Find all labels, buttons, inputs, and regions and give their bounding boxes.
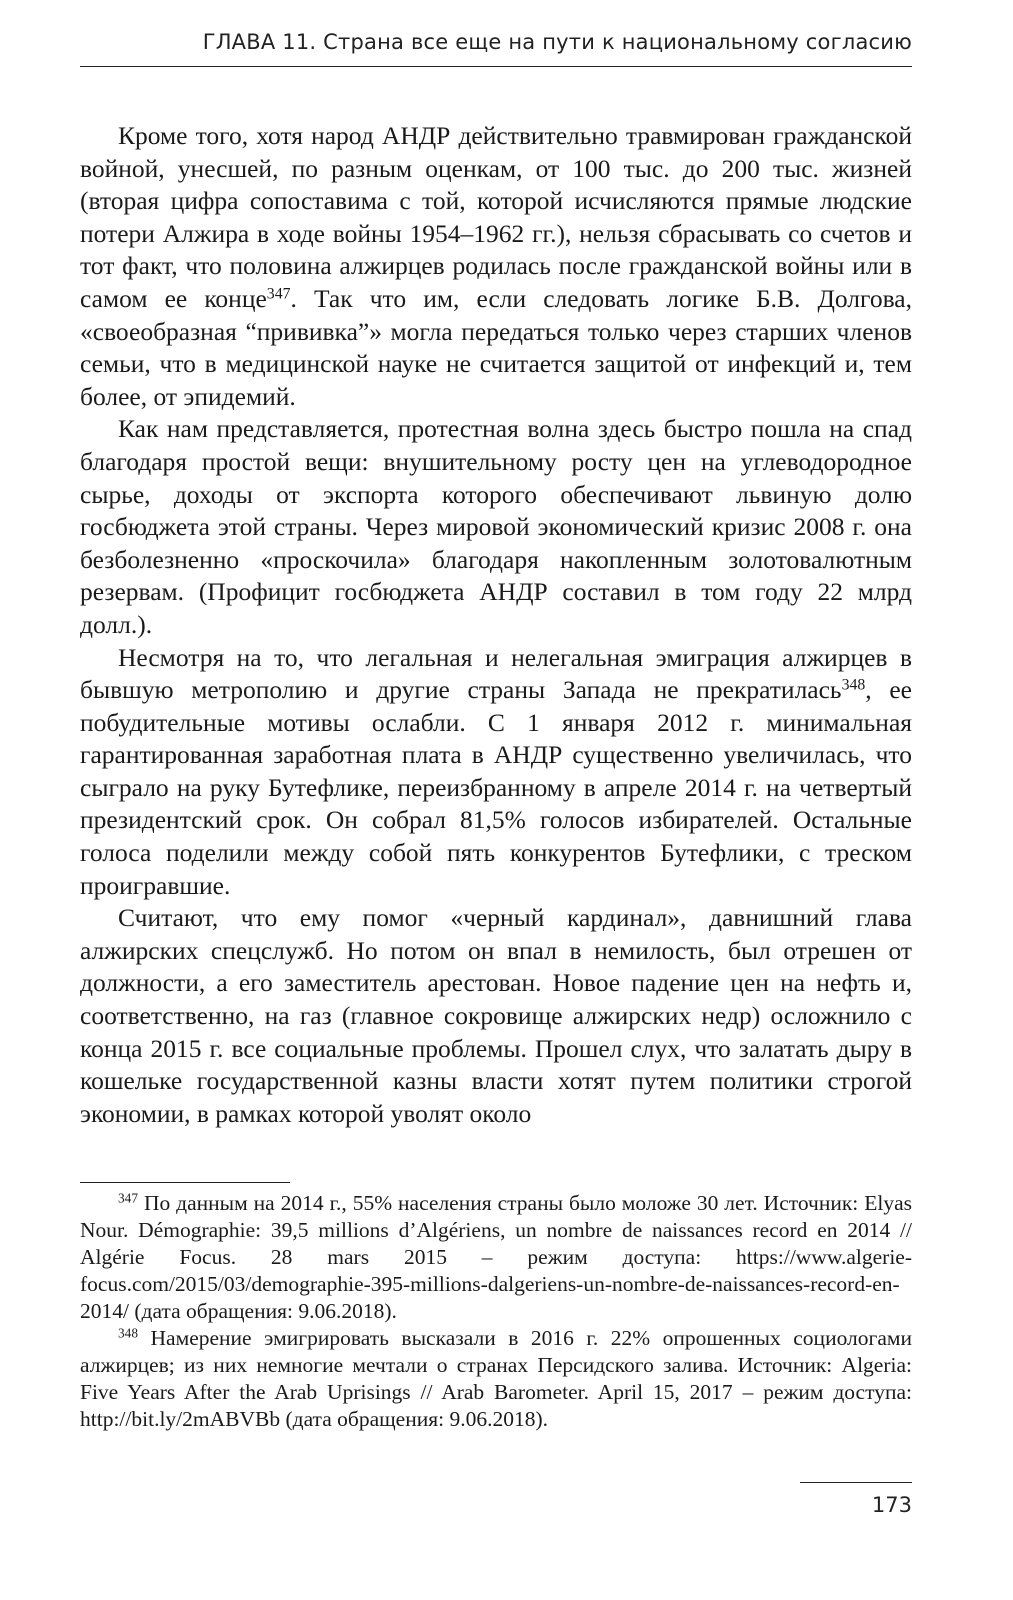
paragraph-text: Несмотря на то, что легальная и нелегальная эмиграция алжирцев в бывшую метрополию и другие страны Запада не прекратилась [80,642,912,705]
footnote-separator [80,1182,290,1183]
main-text [80,120,912,1130]
paragraph-text: . Так что им, если следовать логике Б.В. Долгова, «своеобразная “прививка”» могла передаться только через старших членов семьи, что в медицинской науке не считается защитой от инфекций и, тем более, от эпидемий. [80,283,912,411]
footnotes [80,1190,912,1433]
footnote-text: По данным на 2014 г., 55% населения страны было моложе 30 лет. Источник: Elyas Nour. Démographie: 39,5 millions d’Algériens, un nombre de naissances record en 2014 // Algérie Focus. 28 mars 2015 – режим доступа: https://www.algerie-focus.com/2015/03/demographie-395-millions-dalgeriens-un-nombre-de-naissances-record-en-2014/ (дата обращения: 9.06.2018). [80,1191,912,1323]
paragraph: Как нам представляется, протестная волна здесь быстро пошла на спад благодаря простой вещи: внушительному росту цен на углеводородное сырье, доходы от экспорта которого обеспечивают львиную долю госбюджета этой страны. Через мировой экономический кризис 2008 г. она безболезненно «проскочила» благодаря накопленным золотовалютным резервам. (Профицит госбюджета АНДР составил в том году 22 млрд долл.). [80,414,912,639]
paragraph [80,642,912,903]
page-number-rule [800,1482,912,1483]
footnote-text: Намерение эмигрировать высказали в 2016 г. 22% опрошенных социологами алжирцев; из них немногие мечтали о странах Персидского залива. Источник: Algeria: Five Years After the Arab Uprisings // Arab Barometer. April 15, 2017 – режим доступа: http://bit.ly/2mABVBb (дата обращения: 9.06.2018). [80,1326,912,1431]
running-header: ГЛАВА 11. Страна все еще на пути к национальному согласию [202,30,912,54]
footnote-ref-347[interactable]: 347 [266,285,291,303]
footnote-ref-348[interactable]: 348 [841,676,866,694]
book-page [80,0,912,1600]
paragraph [80,120,912,413]
page-number: 173 [871,1493,912,1517]
paragraph-text: , ее побудительные мотивы ослабли. С 1 января 2012 г. минимальная гарантированная заработная плата в АНДР существенно увеличилась, что сыграло на руку Бутефлике, переизбранному в апреле 2014 г. на четвертый президентский срок. Он собрал 81,5% голосов избирателей. Остальные голоса поделили между собой пять конкурентов Бутефлики, с треском проигравшие. [80,675,913,900]
paragraph-text: Кроме того, хотя народ АНДР действительно травмирован гражданской войной, унесшей, по разным оценкам, от 100 тыс. до 200 тыс. жизней (вторая цифра сопоставима с той, которой исчисляются прямые людские потери Алжира в ходе войны 1954–1962 гг.), нельзя сбрасывать со счетов и тот факт, что половина алжирцев родилась после гражданской войны или в самом ее конце [80,121,912,313]
footnote-348 [80,1325,912,1433]
footnote-number: 348 [118,1325,138,1341]
footnote-347 [80,1190,912,1325]
footnote-number: 347 [118,1190,138,1206]
header-rule [80,66,912,67]
paragraph: Считают, что ему помог «черный кардинал», давнишний глава алжирских спецслужб. Но потом он впал в немилость, был отрешен от должности, а его заместитель арестован. Новое падение цен на нефть и, соответственно, на газ (главное сокровище алжирских недр) осложнило с конца 2015 г. все социальные проблемы. Прошел слух, что залатать дыру в кошельке государственной казны власти хотят путем политики строгой экономии, в рамках которой уволят около [80,903,912,1128]
